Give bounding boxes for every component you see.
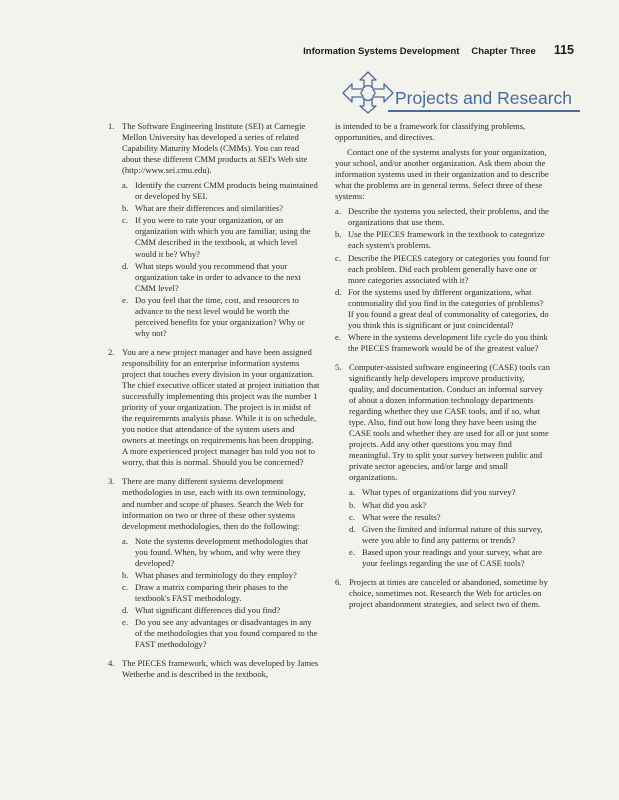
item-text: What were the results? <box>362 511 441 522</box>
list-item <box>335 332 551 354</box>
item-label: e. <box>335 331 341 342</box>
question-4 <box>108 658 320 680</box>
question-text: You are a new project manager and have been assigned responsibility for an enterprise information systems project that touches every division in your organization. The chief executive officer stated at project initiation that successfully implementing this project was the number 1 priority of your organization. The project is in midst of the requirements analysis phase. While it is on schedule, you notice that attendance of the system users and owners at meetings on requirements has been dropping. A more experienced project manager has told you not to worry, that this is normal. Should you be concerned? <box>122 346 320 468</box>
page-number: 115 <box>553 43 574 57</box>
list-item <box>122 582 320 604</box>
item-text: What phases and terminology do they employ? <box>135 569 297 580</box>
list-item <box>349 512 551 523</box>
list-item <box>122 180 320 202</box>
item-text: Do you feel that the time, cost, and resources to advance to the next level would be worth the perceived benefits for your organization? Why or why not? <box>135 294 305 338</box>
question-number: 2. <box>108 346 115 357</box>
list-item <box>122 605 320 616</box>
list-item <box>335 229 551 251</box>
list-item <box>122 203 320 214</box>
item-label: d. <box>349 523 356 534</box>
item-text: What are their differences and similarities? <box>135 203 284 214</box>
item-text: Note the systems development methodologies that you found. When, by whom, and why were they developed? <box>135 535 309 568</box>
item-text: Use the PIECES framework in the textbook to categorize each system's problems. <box>348 229 545 251</box>
item-label: e. <box>122 294 128 305</box>
item-label: b. <box>335 229 342 240</box>
item-text: If you were to rate your organization, or an organization with which you are familiar, using the CMM described in the textbook, at which level would it be? Why? <box>135 215 311 259</box>
item-label: a. <box>122 180 128 191</box>
list-item <box>122 261 320 294</box>
question-text: Computer-assisted software engineering (CASE) tools can significantly help developers improve productivity, quality, and documentation. Conduct an informal survey of about a dozen information technology departments regarding whether they use CASE tools, and if so, what type. Also, find out how long they have been using the CASE tools and whether they are used for all or just some projects. Add any other questions you may find meaningful. Try to split your survey between public and private sector agencies, and/or large and small organizations. <box>349 361 551 483</box>
question-text: Projects at times are canceled or abandoned, sometime by choice, sometimes not. Research the Web for articles on project abandonment strategies, and select two of them. <box>349 576 548 609</box>
item-label: c. <box>122 581 128 592</box>
running-head <box>303 43 574 57</box>
question-number: 4. <box>108 658 115 669</box>
item-text: For the systems used by different organizations, what commonality did you find in the categories of problems? If you found a great deal of commonality of categories, do you think this is significant or just coincidental? <box>348 286 549 330</box>
question-number: 5. <box>335 361 342 372</box>
item-label: a. <box>349 487 355 498</box>
item-label: a. <box>122 535 128 546</box>
item-text: Identify the current CMM products being maintained or developed by SEI. <box>135 180 318 202</box>
section-title-underline <box>388 110 580 112</box>
item-text: Based upon your readings and your survey, what are your feelings regarding the use of CASE tools? <box>362 546 543 568</box>
item-label: e. <box>122 616 128 627</box>
list-item <box>122 536 320 569</box>
item-label: d. <box>335 286 342 297</box>
item-text: Describe the systems you selected, their problems, and the organizations that use them. <box>348 206 549 228</box>
item-text: What significant differences did you find? <box>135 604 281 615</box>
question-3 <box>108 476 320 650</box>
item-text: What steps would you recommend that your organization take in order to advance to the next CMM level? <box>135 260 301 293</box>
chapter-label: Chapter Three <box>471 46 536 57</box>
list-item <box>335 253 551 286</box>
question-text: The PIECES framework, which was developed by James Wetherbe and is described in the textbook, <box>122 658 319 680</box>
question-1 <box>108 121 320 339</box>
item-label: d. <box>122 260 129 271</box>
right-column <box>335 121 551 618</box>
question-text: There are many different systems development methodologies in use, each with its own terminology, and number and scope of phases. Search the Web for information on two or three of these other systems development methodologies, then do the following: <box>122 476 306 531</box>
list-item <box>122 617 320 650</box>
question-continuation: is intended to be a framework for classifying problems, opportunities, and directives. <box>335 121 526 143</box>
question-number: 1. <box>108 121 115 131</box>
item-label: b. <box>122 203 129 214</box>
item-label: a. <box>335 206 341 217</box>
item-label: c. <box>349 511 355 522</box>
item-text: Do you see any advantages or disadvantages in any of the methodologies that you found compared to the FAST methodology? <box>135 616 318 650</box>
list-item <box>335 287 551 331</box>
item-text: Where in the systems development life cycle do you think the PIECES framework would be of the greatest value? <box>348 331 548 353</box>
section-banner <box>340 70 580 114</box>
item-text: What types of organizations did you survey? <box>362 487 516 498</box>
item-label: c. <box>122 215 128 226</box>
item-text: Describe the PIECES category or categories you found for each problem. Did each problem generally have one or more categories associated with it? <box>348 252 550 285</box>
item-label: b. <box>122 569 129 580</box>
item-label: e. <box>349 546 355 557</box>
list-item <box>349 487 551 498</box>
list-item <box>122 295 320 339</box>
list-item <box>122 570 320 581</box>
list-item <box>122 215 320 259</box>
puzzle-arrows-icon <box>340 70 398 114</box>
item-text: Given the limited and informal nature of this survey, were you able to find any patterns or trends? <box>362 523 543 545</box>
question-text: Contact one of the systems analysts for your organization, your school, and/or another organization. Ask them about the information systems used in their organization and to describe what the problems are in general terms. Select three of these systems: <box>335 147 549 202</box>
item-label: b. <box>349 499 356 510</box>
question-number: 6. <box>335 576 342 587</box>
question-text: The Software Engineering Institute (SEI) at Carnegie Mellon University has developed a series of related Capability Maturity Models (CMMs). You can read about these different CMM products at SEI's Web site (http://www.sei.cmu.edu). <box>122 121 308 176</box>
list-item <box>349 524 551 546</box>
question-2 <box>108 347 320 469</box>
book-title: Information Systems Development <box>303 46 460 57</box>
section-title: Projects and Research <box>395 88 573 108</box>
left-column <box>108 121 320 688</box>
question-4-continued <box>335 121 551 354</box>
item-label: d. <box>122 604 129 615</box>
item-label: c. <box>335 252 341 263</box>
item-text: Draw a matrix comparing their phases to the textbook's FAST methodology. <box>135 581 288 603</box>
item-text: What did you ask? <box>362 499 427 510</box>
question-5 <box>335 362 551 569</box>
list-item <box>349 547 551 569</box>
list-item <box>335 206 551 228</box>
list-item <box>349 500 551 511</box>
question-6 <box>335 577 551 610</box>
question-number: 3. <box>108 476 115 487</box>
